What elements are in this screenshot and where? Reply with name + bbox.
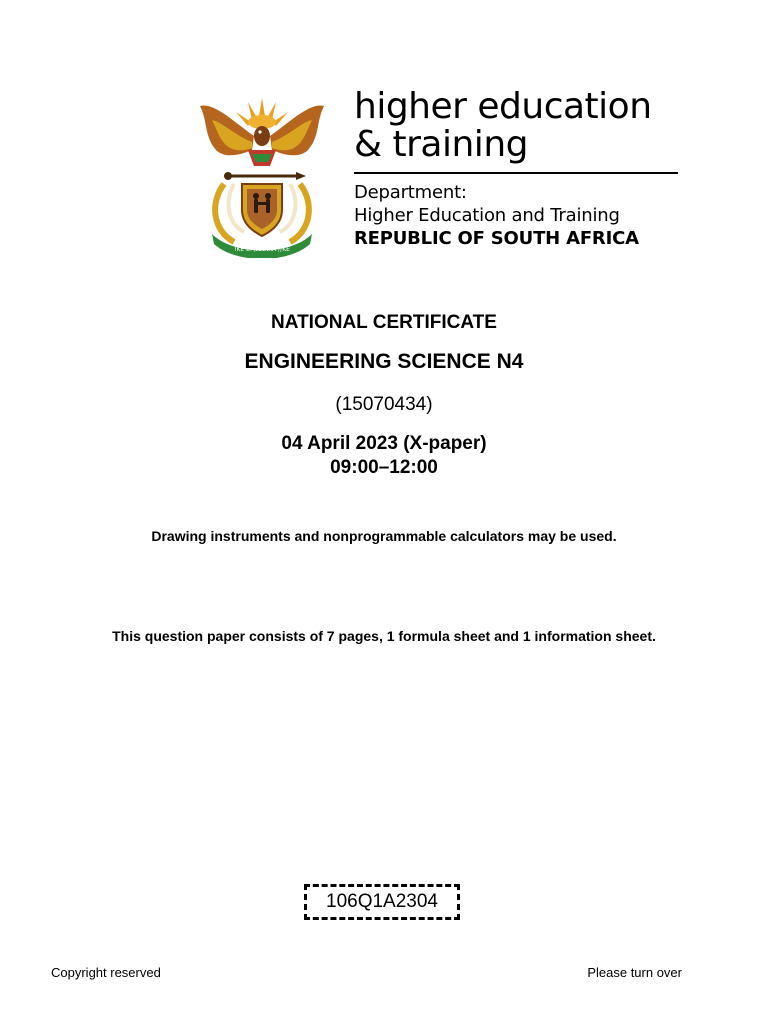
brand-line-2: & training — [354, 124, 528, 165]
subject-title: ENGINEERING SCIENCE N4 — [244, 350, 524, 373]
crest-motto: !KE E: /XARRA //KE — [234, 246, 290, 253]
paper-reference-code: 106Q1A2304 — [304, 884, 460, 920]
turn-over-notice: Please turn over — [587, 965, 682, 980]
country-name: REPUBLIC OF SOUTH AFRICA — [354, 228, 639, 249]
page-count-note: This question paper consists of 7 pages, 1 formula sheet and 1 information sheet. — [112, 628, 656, 644]
brand-line-1: higher education — [354, 86, 652, 127]
certificate-title: NATIONAL CERTIFICATE — [271, 312, 497, 333]
department-label: Department: — [354, 182, 467, 203]
department-name: Higher Education and Training — [354, 205, 620, 226]
exam-date-time — [0, 432, 768, 480]
coat-of-arms-icon — [194, 92, 330, 258]
department-brand — [354, 88, 684, 250]
exam-date: 04 April 2023 (X-paper) — [281, 433, 487, 454]
exam-time: 09:00–12:00 — [330, 457, 438, 478]
subject-code: (15070434) — [335, 394, 433, 415]
instructions-text: Drawing instruments and nonprogrammable calculators may be used. — [151, 528, 617, 544]
copyright-notice: Copyright reserved — [51, 965, 161, 980]
brand-divider — [354, 172, 678, 174]
